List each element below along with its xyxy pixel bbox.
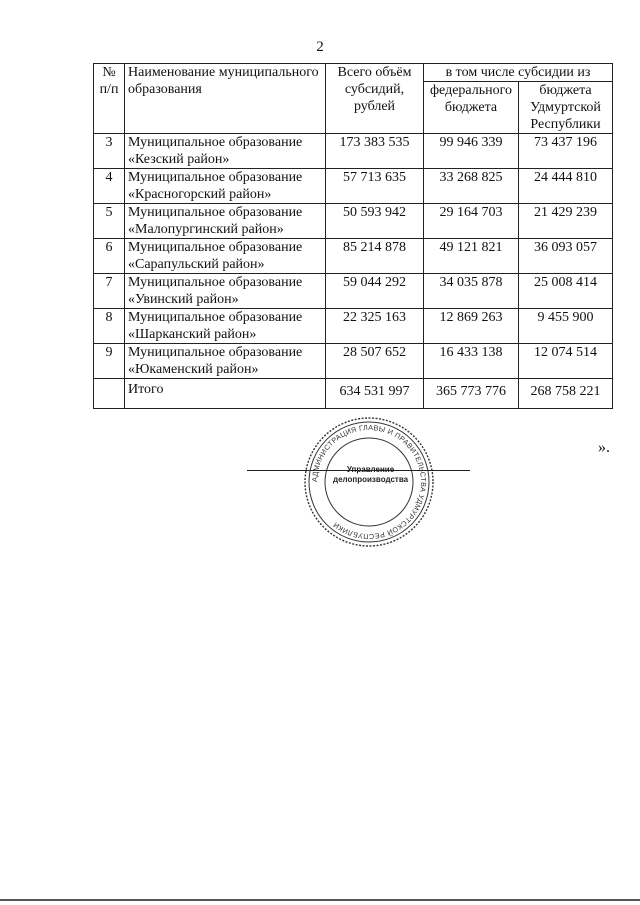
row-federal: 29 164 703 — [424, 204, 519, 239]
row-name: Муниципальное образование «Увинский район» — [125, 274, 326, 309]
total-total: 634 531 997 — [326, 379, 424, 409]
table-row — [94, 274, 613, 309]
row-republic: 21 429 239 — [519, 204, 613, 239]
row-total: 59 044 292 — [326, 274, 424, 309]
header-row — [94, 64, 613, 82]
row-total: 85 214 878 — [326, 239, 424, 274]
row-federal: 99 946 339 — [424, 134, 519, 169]
stamp-ring-text: АДМИНИСТРАЦИЯ ГЛАВЫ И ПРАВИТЕЛЬСТВА УДМУРТСКОЙ РЕСПУБЛИКИ — [309, 422, 429, 542]
row-republic: 24 444 810 — [519, 169, 613, 204]
table-row — [94, 169, 613, 204]
row-total: 22 325 163 — [326, 309, 424, 344]
header-total: Всего объём субсидий, рублей — [326, 64, 424, 134]
row-total: 173 383 535 — [326, 134, 424, 169]
row-name: Муниципальное образование «Сарапульский район» — [125, 239, 326, 274]
row-num: 4 — [94, 169, 125, 204]
row-num: 5 — [94, 204, 125, 239]
row-federal: 34 035 878 — [424, 274, 519, 309]
bottom-rule — [0, 899, 640, 901]
header-group: в том числе субсидии из — [424, 64, 613, 82]
total-row — [94, 379, 613, 409]
row-total: 50 593 942 — [326, 204, 424, 239]
header-federal: федерального бюджета — [424, 82, 519, 134]
row-num: 3 — [94, 134, 125, 169]
row-republic: 36 093 057 — [519, 239, 613, 274]
row-num: 6 — [94, 239, 125, 274]
closing-quote: ». — [598, 439, 610, 456]
header-num: № п/п — [94, 64, 125, 134]
total-label: Итого — [125, 379, 326, 409]
row-republic: 25 008 414 — [519, 274, 613, 309]
row-num: 8 — [94, 309, 125, 344]
row-num: 9 — [94, 344, 125, 379]
row-total: 57 713 635 — [326, 169, 424, 204]
row-federal: 12 869 263 — [424, 309, 519, 344]
row-name: Муниципальное образование «Красногорский район» — [125, 169, 326, 204]
table-row — [94, 344, 613, 379]
row-federal: 49 121 821 — [424, 239, 519, 274]
row-name: Муниципальное образование «Юкаменский район» — [125, 344, 326, 379]
total-federal: 365 773 776 — [424, 379, 519, 409]
total-republic: 268 758 221 — [519, 379, 613, 409]
row-name: Муниципальное образование «Малопургинский район» — [125, 204, 326, 239]
row-republic: 12 074 514 — [519, 344, 613, 379]
row-federal: 33 268 825 — [424, 169, 519, 204]
row-name: Муниципальное образование «Шарканский район» — [125, 309, 326, 344]
header-republic: бюджета Удмуртской Республики — [519, 82, 613, 134]
header-name: Наименование муниципального образования — [125, 64, 326, 134]
total-num-cell — [94, 379, 125, 409]
row-republic: 73 437 196 — [519, 134, 613, 169]
row-num: 7 — [94, 274, 125, 309]
row-name: Муниципальное образование «Кезский район» — [125, 134, 326, 169]
table-row — [94, 204, 613, 239]
subsidies-table — [93, 63, 613, 409]
row-total: 28 507 652 — [326, 344, 424, 379]
page-number: 2 — [316, 39, 324, 55]
stamp-center-text: Управление делопроизводства — [333, 465, 409, 484]
table-row — [94, 309, 613, 344]
table-body — [94, 134, 613, 409]
table-row — [94, 239, 613, 274]
row-federal: 16 433 138 — [424, 344, 519, 379]
table-row — [94, 134, 613, 169]
row-republic: 9 455 900 — [519, 309, 613, 344]
